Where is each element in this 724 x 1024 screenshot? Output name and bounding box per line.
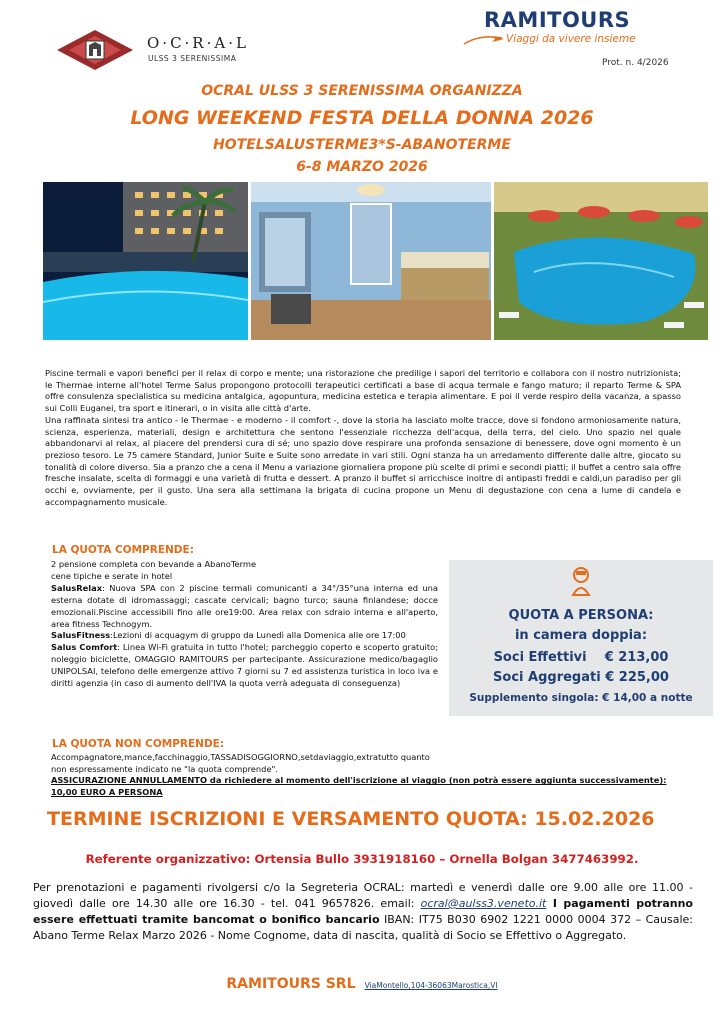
ocral-logo bbox=[55, 28, 249, 72]
ocral-emblem-icon bbox=[55, 28, 135, 72]
excludes-section bbox=[51, 752, 691, 799]
payment-methods: I pagamenti potranno essere effettuati tramite bancomat o bonifico bancario bbox=[33, 897, 693, 926]
includes-line-2: cene tipiche e serate in hotel bbox=[51, 570, 173, 581]
photo-outdoor-pool bbox=[494, 182, 708, 340]
title-event: LONG WEEKEND FESTA DELLA DONNA 2026 bbox=[130, 107, 594, 129]
price-box bbox=[449, 560, 713, 716]
title-hotel: HOTELSALUSTERME3*S-ABANOTERME bbox=[213, 137, 511, 153]
protocol-number: Prot. n. 4/2026 bbox=[602, 58, 669, 68]
hotel-description bbox=[45, 368, 681, 508]
airplane-icon bbox=[462, 32, 508, 48]
price-soci-effettivi: Soci Effettivi € 213,00 bbox=[493, 650, 669, 665]
ocral-name: O·C·R·A·L bbox=[147, 34, 249, 52]
photo-hotel-pool-night bbox=[43, 182, 248, 340]
organizer-contacts: Referente organizzativo: Ortensia Bullo 3931918160 – Ornella Bolgan 3477463992. bbox=[85, 852, 639, 866]
includes-section bbox=[51, 559, 438, 690]
booking-text-1: Per prenotazioni e pagamenti rivolgersi c/o la Segreteria OCRAL: martedì e venerdì dalle ore 9.00 alle ore 11.00 - giovedì dalle ore 14.30 alle ore 16.30 - tel. 041 9657826. email: bbox=[33, 881, 693, 910]
cancellation-insurance-price: 10,00 EURO A PERSONA bbox=[51, 787, 163, 798]
excludes-heading: LA QUOTA NON COMPRENDE: bbox=[52, 738, 225, 750]
email-link[interactable]: ocral@aulss3.veneto.it bbox=[420, 897, 547, 910]
includes-comfort bbox=[51, 642, 438, 690]
booking-text-2: IBAN: IT75 B030 6902 1221 0000 0004 372 – Causale: Abano Terme Relax Marzo 2026 - Nome Cognome, data di nascita, qualità di Socio se Effettivo o Aggregato. bbox=[33, 913, 694, 942]
salus-comfort-label: Salus Comfort bbox=[51, 642, 118, 653]
salus-relax-label: SalusRelax bbox=[51, 582, 103, 593]
cancellation-insurance: ASSICURAZIONE ANNULLAMENTO da richiedere al momento dell'iscrizione al viaggio (non potrà essere aggiunta successivamente): bbox=[51, 775, 667, 786]
salus-fitness-text: :Lezioni di acquagym di gruppo da Lunedì alla Domenica alle ore 17:00 bbox=[110, 630, 406, 641]
ramitours-tagline: Viaggi da vivere insieme bbox=[506, 33, 636, 45]
photo-hotel-bedroom bbox=[251, 182, 491, 340]
includes-heading: LA QUOTA COMPRENDE: bbox=[52, 544, 194, 556]
price-soci-aggregati: Soci Aggregati € 225,00 bbox=[493, 670, 669, 685]
title-dates: 6-8 MARZO 2026 bbox=[296, 159, 428, 175]
includes-line-1: 2 pensione completa con bevande a AbanoTerme bbox=[51, 559, 257, 569]
booking-info bbox=[33, 880, 693, 944]
includes-fitness bbox=[51, 630, 438, 642]
ramitours-name: RAMITOURS bbox=[484, 8, 631, 32]
ramitours-logo bbox=[462, 6, 682, 48]
price-per-person-label: QUOTA A PERSONA: bbox=[508, 608, 654, 623]
salus-fitness-label: SalusFitness bbox=[51, 630, 111, 641]
ocral-subtitle: ULSS 3 SERENISSIMA bbox=[148, 54, 237, 63]
description-paragraph-1: Piscine termali e vapori benefici per il relax di corpo e mente; una ristorazione che predilige i sapori del territorio e collabora con il nostro nutrizionista; le Thermae interne all'hotel Terme Salus propongono protocolli terapeutici certificati a base di acqua termale e fango maturo; il reparto Terme & SPA offre consulenza specialistica su medicina antalgica, agopuntura, medicina estetica e terapia alimentare. E poi il verde respiro della vacanza, a spasso sui Colli Euganei, tra sport e itinerari, o in visita alle città d'arte. bbox=[45, 368, 681, 414]
registration-deadline: TERMINE ISCRIZIONI E VERSAMENTO QUOTA: 15.02.2026 bbox=[47, 808, 655, 830]
description-paragraph-2: Una raffinata sintesi tra antico - le Thermae - e moderno - il comfort -, dove la storia ha lasciato molte tracce, dove si fondono armoniosamente natura, scienza, esperienza, materiali, design e architettura che sentono l'essenziale ricchezza dell'acqua, della terra, del cielo. Uno spazio nel quale abbandonarvi al relax, al piacere del prendersi cura di sé; uno spazio dove respirare una profonda sensazione di benessere, dove ogni momento è un prezioso tesoro. Le 75 camere Standard, Junior Suite e Suite sono arredate in vari stili. Ogni stanza ha un arredamento differente dalle altre, giocato su tonalità di colore diverso. Sia a pranzo che a cena il Menu a variazione giornaliera propone più scelte di primi e secondi piatti; il buffet a centro sala offre fresche insalate, scelta di formaggi e una varietà di frutta e dessert. A pranzo il buffet si arricchisce inoltre di antipasti freddi e caldi,un paradiso per gli occhi e, ovviamente, per il gusto. Una sera alla settimana la brigata di cucina propone un Menu di degustazione con cena a lume di candela e accompagnamento musicale. bbox=[45, 414, 681, 507]
excludes-line-1: Accompagnatore,mance,facchinaggio,TASSADISOGGIORNO,setdaviaggio,extratutto quanto bbox=[51, 752, 430, 762]
person-icon bbox=[570, 565, 592, 597]
footer bbox=[0, 973, 724, 992]
title-organizer: OCRAL ULSS 3 SERENISSIMA ORGANIZZA bbox=[201, 83, 523, 99]
price-room-type: in camera doppia: bbox=[514, 628, 648, 643]
price-single-supplement: Supplemento singola: € 14,00 a notte bbox=[469, 692, 693, 704]
footer-address-link[interactable]: ViaMontello,104-36063Marostica,VI bbox=[364, 981, 498, 990]
includes-relax bbox=[51, 583, 438, 631]
salus-relax-text: : Nuova SPA con 2 piscine termali comunicanti a 34°/35°una interna ed una esterna dotate di idromassaggi; cascate cervicali; bagno turco; sauna finlandese; docce emozionali.Piscine accessibili fino alle ore19:00. Area relax con sdraio interna e all'aperto, area fitness Technogym. bbox=[51, 582, 438, 629]
salus-comfort-text: : Linea Wi-Fi gratuita in tutto l'hotel; parcheggio coperto e scoperto gratuito; noleggio biciclette, OMAGGIO RAMITOURS per partecipante. Assicurazione medico/bagaglio UNIPOLSAI, telefono delle emergenze attivo 7 giorni su 7 ed assistenza turistica in loco iva e diritti agenzia (in caso di aumento dell'IVA la quota verrà adeguata di conseguenza) bbox=[51, 642, 438, 689]
excludes-line-2: non espressamente indicato ne "la quota comprende". bbox=[51, 763, 278, 774]
footer-company-name: RAMITOURS SRL bbox=[226, 976, 356, 992]
